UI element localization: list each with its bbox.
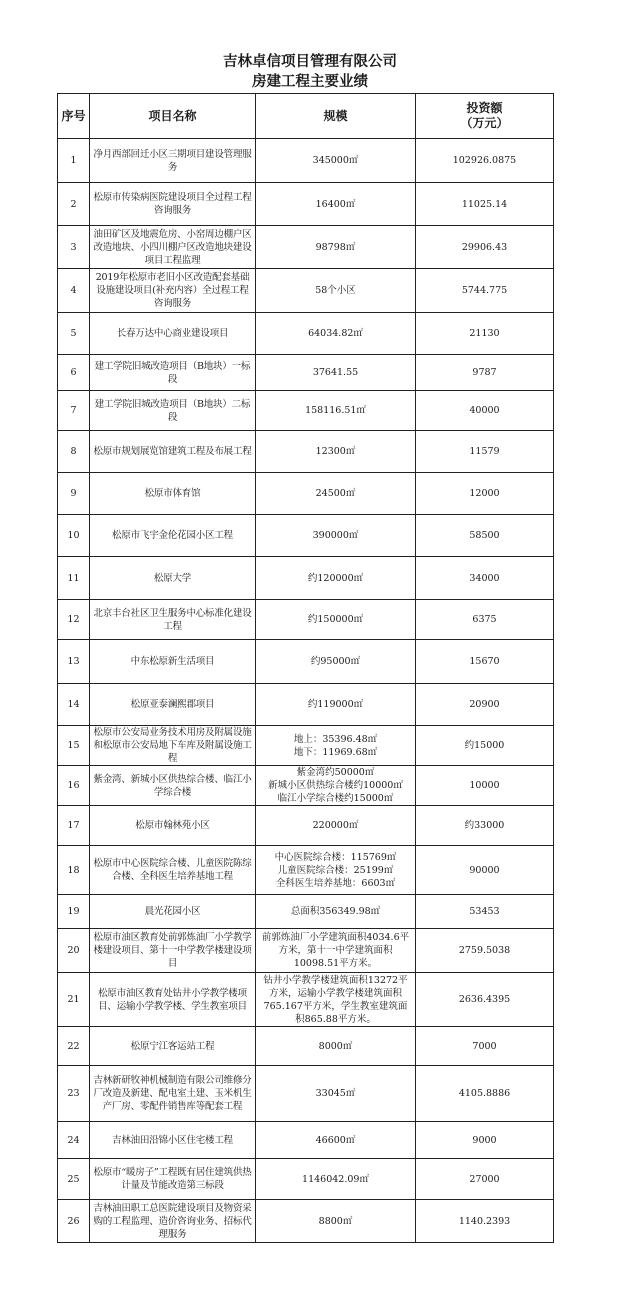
project-scale: 158116.51㎡ [256,391,416,431]
table-row [58,473,554,515]
header-name: 项目名称 [90,94,256,139]
header-investment: 投资额 （万元） [416,94,554,139]
table-row [58,1122,554,1159]
company-title: 吉林卓信项目管理有限公司 [223,54,397,70]
project-scale: 8000㎡ [256,1027,416,1066]
project-name: 松原市翰林苑小区 [90,806,256,846]
project-scale: 345000㎡ [256,139,416,183]
row-number: 21 [58,973,90,1027]
project-scale: 64034.82㎡ [256,313,416,355]
project-scale: 390000㎡ [256,515,416,557]
row-number: 2 [58,183,90,226]
project-name: 2019年松原市老旧小区改造配套基础设施建设项目(补充内容）全过程工程咨询服务 [90,269,256,313]
project-scale: 总面积356349.98㎡ [256,895,416,929]
table-row [58,183,554,226]
project-scale: 58个小区 [256,269,416,313]
row-number: 5 [58,313,90,355]
project-scale: 紫金湾约50000㎡ 新城小区供热综合楼约10000㎡ 临江小学综合楼约15000㎡ [256,766,416,806]
table-row [58,557,554,600]
row-number: 16 [58,766,90,806]
performance-table [57,93,554,1243]
investment-amount: 12000 [416,473,554,515]
project-scale: 46600㎡ [256,1122,416,1159]
project-name: 建工学院旧城改造项目（B地块）二标段 [90,391,256,431]
investment-amount: 7000 [416,1027,554,1066]
row-number: 7 [58,391,90,431]
project-scale: 钻井小学教学楼建筑面积13272平方米，运输小学教学楼建筑面积765.167平方米，学生教室建筑面积865.88平方米。 [256,973,416,1027]
row-number: 13 [58,640,90,684]
page-subtitle: 房建工程主要业绩 [252,74,368,90]
investment-amount: 20900 [416,684,554,726]
project-name: 净月西部回迁小区三期项目建设管理服务 [90,139,256,183]
investment-amount: 58500 [416,515,554,557]
row-number: 17 [58,806,90,846]
project-name: 油田矿区及地震危房、小窑周边棚户区改造地块、小四川棚户区改造地块建设项目工程监理 [90,226,256,269]
project-name: 吉林油田沿锦小区住宅楼工程 [90,1122,256,1159]
investment-amount: 15670 [416,640,554,684]
project-name: 松原市体育馆 [90,473,256,515]
row-number: 8 [58,431,90,473]
project-scale: 约119000㎡ [256,684,416,726]
project-name: 松原市油区教育处钻井小学教学楼项目、运输小学教学楼、学生教室项目 [90,973,256,1027]
table-row [58,313,554,355]
row-number: 25 [58,1159,90,1200]
row-number: 11 [58,557,90,600]
row-number: 1 [58,139,90,183]
row-number: 4 [58,269,90,313]
investment-amount: 11579 [416,431,554,473]
table-row [58,355,554,391]
project-name: 吉林油田职工总医院建设项目及物资采购的工程监理、造价咨询业务、招标代理服务 [90,1200,256,1243]
row-number: 18 [58,846,90,895]
investment-amount: 27000 [416,1159,554,1200]
table-row [58,600,554,640]
row-number: 12 [58,600,90,640]
investment-amount: 2759.5038 [416,929,554,973]
table-row [58,846,554,895]
row-number: 24 [58,1122,90,1159]
project-scale: 中心医院综合楼：115769㎡ 儿童医院综合楼：25199㎡ 全科医生培养基地：6603㎡ [256,846,416,895]
investment-amount: 约33000 [416,806,554,846]
table-row [58,806,554,846]
row-number: 6 [58,355,90,391]
investment-amount: 53453 [416,895,554,929]
project-name: 紫金湾、新城小区供热综合楼、临江小学综合楼 [90,766,256,806]
project-name: 松原市传染病医院建设项目全过程工程咨询服务 [90,183,256,226]
row-number: 10 [58,515,90,557]
project-name: 中东松原新生活项目 [90,640,256,684]
project-scale: 33045㎡ [256,1066,416,1122]
header-scale: 规模 [256,94,416,139]
investment-amount: 2636.4395 [416,973,554,1027]
table-row [58,391,554,431]
table-row [58,431,554,473]
row-number: 23 [58,1066,90,1122]
project-scale: 98798㎡ [256,226,416,269]
table-row [58,726,554,766]
project-scale: 地上：35396.48㎡ 地下：11969.68㎡ [256,726,416,766]
investment-amount: 5744.775 [416,269,554,313]
table-row [58,1159,554,1200]
project-name: 吉林新研牧神机械制造有限公司维修分厂改造及新建、配电室土建、玉米机生产厂房、零配件销售库等配套工程 [90,1066,256,1122]
row-number: 22 [58,1027,90,1066]
table-row [58,269,554,313]
investment-amount: 102926.0875 [416,139,554,183]
table-header-row [58,94,554,139]
project-scale: 约120000㎡ [256,557,416,600]
project-name: 松原市“暖房子”工程既有居住建筑供热计量及节能改造第三标段 [90,1159,256,1200]
table-row [58,766,554,806]
project-scale: 约95000㎡ [256,640,416,684]
investment-amount: 29906.43 [416,226,554,269]
row-number: 3 [58,226,90,269]
row-number: 15 [58,726,90,766]
table-row [58,1066,554,1122]
header-no: 序号 [58,94,90,139]
investment-amount: 10000 [416,766,554,806]
project-name: 建工学院旧城改造项目（B地块）一标段 [90,355,256,391]
project-scale: 24500㎡ [256,473,416,515]
row-number: 9 [58,473,90,515]
table-row [58,139,554,183]
investment-amount: 约15000 [416,726,554,766]
investment-amount: 6375 [416,600,554,640]
project-scale: 1146042.09㎡ [256,1159,416,1200]
project-name: 松原市中心医院综合楼、儿童医院陈综合楼、全科医生培养基地工程 [90,846,256,895]
table-row [58,929,554,973]
investment-amount: 40000 [416,391,554,431]
project-scale: 约150000㎡ [256,600,416,640]
project-scale: 220000㎡ [256,806,416,846]
row-number: 19 [58,895,90,929]
project-scale: 16400㎡ [256,183,416,226]
project-name: 松原大学 [90,557,256,600]
project-name: 晨光花园小区 [90,895,256,929]
project-name: 松原宁江客运站工程 [90,1027,256,1066]
project-scale: 8800㎡ [256,1200,416,1243]
investment-amount: 21130 [416,313,554,355]
project-name: 松原市公安局业务技术用房及附属设施和松原市公安局地下车库及附属设施工程 [90,726,256,766]
table-row [58,973,554,1027]
table-row [58,515,554,557]
table-row [58,1027,554,1066]
project-name: 松原市油区教育处前郭炼油厂小学教学楼建设项目、第十一中学教学楼建设项目 [90,929,256,973]
project-name: 松原市飞宇金伦花园小区工程 [90,515,256,557]
table-body [58,139,554,1243]
table-row [58,226,554,269]
table-row [58,1200,554,1243]
project-name: 北京丰台社区卫生服务中心标准化建设工程 [90,600,256,640]
project-scale: 37641.55 [256,355,416,391]
project-scale: 前郭炼油厂小学建筑面积4034.6平方米，第十一中学建筑面积10098.51平方米。 [256,929,416,973]
project-name: 松原市规划展览馆建筑工程及布展工程 [90,431,256,473]
project-name: 松原亚泰澜熙郡项目 [90,684,256,726]
project-scale: 12300㎡ [256,431,416,473]
table-row [58,895,554,929]
row-number: 14 [58,684,90,726]
investment-amount: 9000 [416,1122,554,1159]
row-number: 26 [58,1200,90,1243]
table-row [58,640,554,684]
project-name: 长春万达中心商业建设项目 [90,313,256,355]
row-number: 20 [58,929,90,973]
investment-amount: 11025.14 [416,183,554,226]
investment-amount: 90000 [416,846,554,895]
investment-amount: 34000 [416,557,554,600]
investment-amount: 9787 [416,355,554,391]
investment-amount: 4105.8886 [416,1066,554,1122]
table-row [58,684,554,726]
investment-amount: 1140.2393 [416,1200,554,1243]
